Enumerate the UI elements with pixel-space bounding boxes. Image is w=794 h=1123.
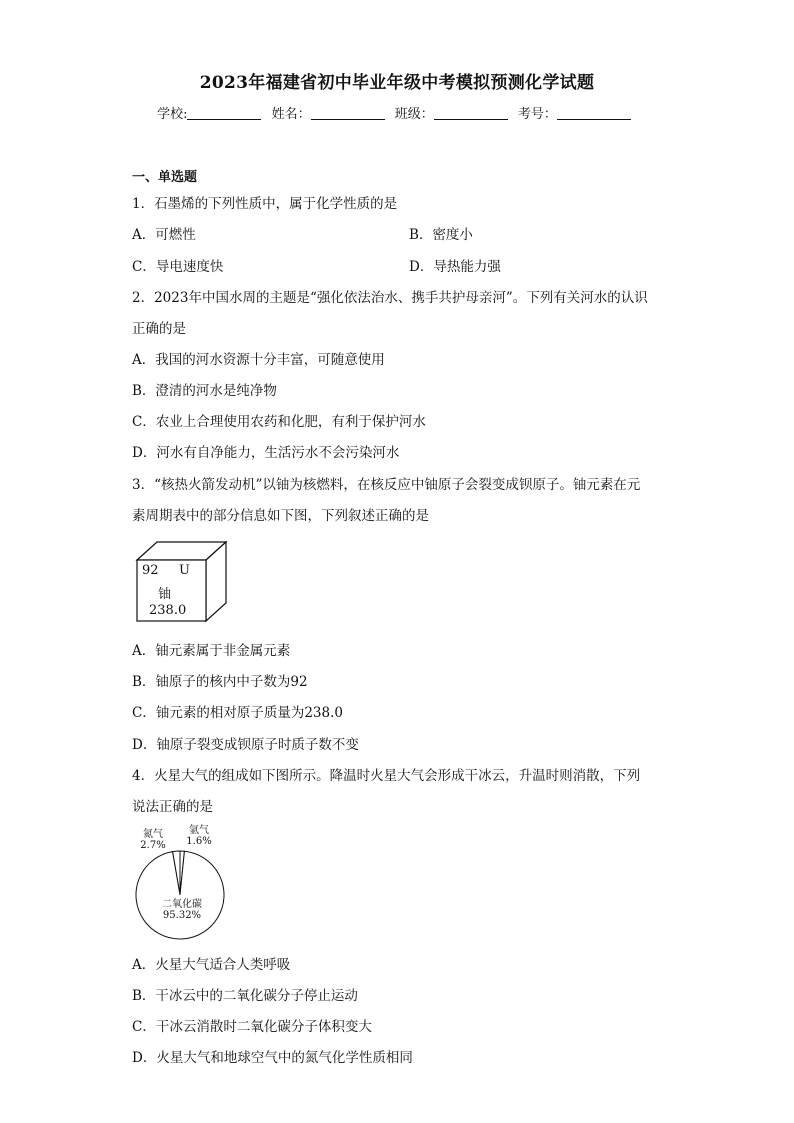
- pie-label-carbon-dioxide: 二氧化碳 95.32%: [162, 899, 202, 921]
- q1-option-d: D．导热能力强: [409, 259, 501, 275]
- atomic-mass: 238.0: [149, 603, 187, 618]
- q4-option-c: C．干冰云消散时二氧化碳分子体积变大: [132, 1019, 372, 1035]
- q1-option-a: A．可燃性: [132, 227, 196, 243]
- section-title: 一、单选题: [132, 170, 198, 185]
- class-label: 班级：: [394, 107, 434, 122]
- q1-option-c: C．导电速度快: [132, 259, 224, 275]
- exam-title: 2023年福建省初中毕业年级中考模拟预测化学试题: [199, 73, 595, 93]
- q1-stem: 1．石墨烯的下列性质中，属于化学性质的是: [132, 196, 398, 212]
- q2-stem-line1: 2．2023年中国水周的主题是“强化依法治水、携手共护母亲河”。下列有关河水的认识: [132, 290, 648, 306]
- q3-stem-line2: 素周期表中的部分信息如下图，下列叙述正确的是: [132, 508, 429, 524]
- pie-label-argon: 氩气 1.6%: [186, 825, 212, 847]
- student-info-row: [0, 103, 794, 122]
- q3-option-d: D．铀原子裂变成钡原子时质子数不变: [132, 737, 359, 753]
- q3-option-c: C．铀元素的相对原子质量为238.0: [132, 705, 343, 721]
- element-name: 铀: [158, 587, 172, 602]
- class-blank[interactable]: [434, 119, 508, 120]
- exam-number-label: 考号：: [517, 107, 557, 122]
- mars-atmosphere-pie-chart: [134, 823, 234, 943]
- q2-option-d: D．河水有自净能力，生活污水不会污染河水: [132, 445, 400, 461]
- q4-option-b: B．干冰云中的二氧化碳分子停止运动: [132, 988, 358, 1004]
- name-label: 姓名：: [271, 107, 311, 122]
- pie-label-nitrogen: 氮气 2.7%: [140, 829, 166, 851]
- q2-stem-line2: 正确的是: [132, 321, 186, 337]
- q1-option-b: B．密度小: [409, 227, 473, 243]
- q4-stem-line2: 说法正确的是: [132, 799, 213, 815]
- q2-option-c: C．农业上合理使用农药和化肥，有利于保护河水: [132, 414, 426, 430]
- school-blank[interactable]: [187, 119, 261, 120]
- q4-option-a: A．火星大气适合人类呼吸: [132, 957, 291, 973]
- q4-stem-line1: 4．火星大气的组成如下图所示。降温时火星大气会形成干冰云，升温时则消散，下列: [132, 768, 641, 784]
- q2-option-a: A．我国的河水资源十分丰富，可随意使用: [132, 352, 385, 368]
- exam-number-blank[interactable]: [557, 119, 631, 120]
- q3-option-a: A．铀元素属于非金属元素: [132, 643, 291, 659]
- atomic-number: 92: [142, 563, 159, 578]
- q3-stem-line1: 3．“核热火箭发动机”以铀为核燃料，在核反应中铀原子会裂变成钡原子。铀元素在元: [132, 477, 641, 493]
- element-symbol: U: [179, 563, 190, 578]
- q4-option-d: D．火星大气和地球空气中的氮气化学性质相同: [132, 1050, 413, 1066]
- name-blank[interactable]: [311, 119, 385, 120]
- element-cube-figure: [134, 540, 234, 626]
- q3-option-b: B．铀原子的核内中子数为92: [132, 674, 308, 690]
- school-label: 学校:: [157, 107, 188, 122]
- q2-option-b: B．澄清的河水是纯净物: [132, 383, 277, 399]
